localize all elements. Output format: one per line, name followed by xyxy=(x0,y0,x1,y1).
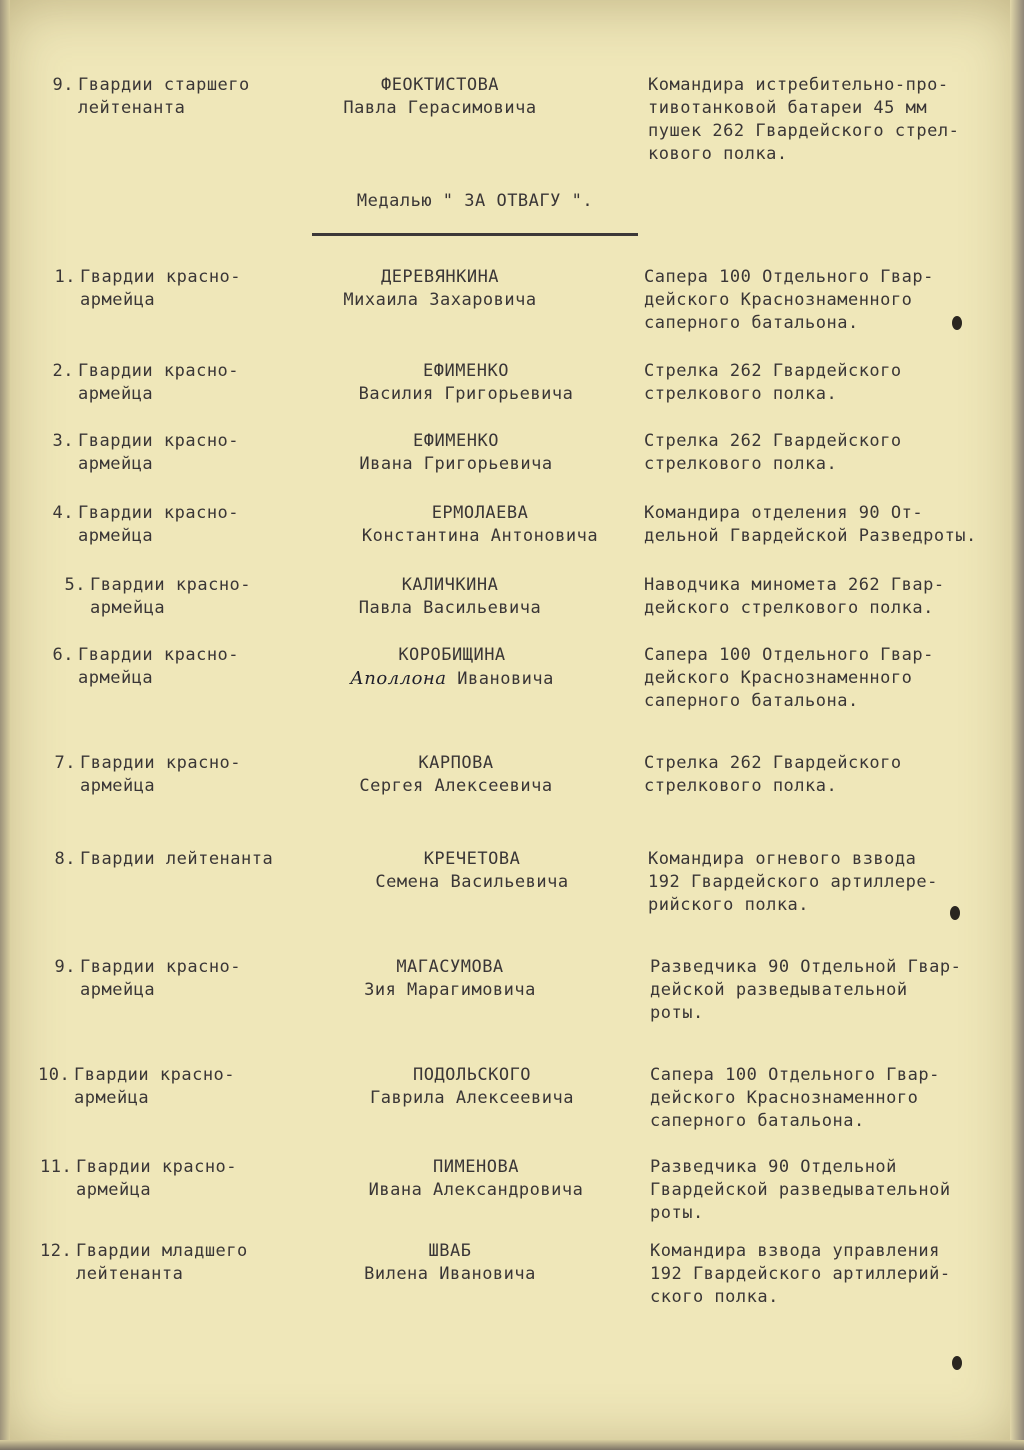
entry-rank xyxy=(40,1240,248,1286)
entry-rank-line1: Гвардии красно- xyxy=(80,753,242,773)
entry-description-line: Разведчика 90 Отдельной xyxy=(650,1157,897,1177)
entry-surname: КАРПОВА xyxy=(418,753,494,773)
entry-rank-line1: Гвардии красно- xyxy=(78,503,240,523)
entry-given-name: Вилена Ивановича xyxy=(364,1264,536,1284)
entry-rank xyxy=(44,752,241,798)
entry-description-line: 192 Гвардейского артиллере- xyxy=(648,872,938,892)
entry-description-line: саперного батальона. xyxy=(644,313,859,333)
entry-rank-line1: Гвардии красно- xyxy=(74,1065,236,1085)
entry-surname: ПИМЕНОВА xyxy=(433,1157,519,1177)
entry-rank-line2: армейца xyxy=(90,598,166,618)
entry-rank xyxy=(38,1064,235,1110)
entry-rank xyxy=(44,956,241,1002)
entry-rank xyxy=(42,74,250,120)
entry-description-line: Командира взвода управления xyxy=(650,1241,940,1261)
paper-edge-bottom xyxy=(0,1440,1024,1450)
entry-number: 6. xyxy=(52,645,74,665)
entry-description-line: кового полка. xyxy=(648,144,788,164)
paper-edge-left xyxy=(0,0,10,1450)
entry-person xyxy=(306,752,606,798)
entry-rank-line2: армейца xyxy=(80,290,156,310)
entry-number: 4. xyxy=(52,503,74,523)
handwritten-given-name: Аполлона xyxy=(350,668,447,689)
entry-rank-line1: Гвардии красно- xyxy=(76,1157,238,1177)
entry-description xyxy=(648,74,998,166)
entry-description-line: роты. xyxy=(650,1203,704,1223)
award-heading-underline xyxy=(312,233,638,236)
entry-rank-line1: Гвардии красно- xyxy=(80,267,242,287)
entry-surname: ПОДОЛЬСКОГО xyxy=(412,1065,532,1085)
entry-rank-line1: Гвардии красно- xyxy=(78,361,240,381)
entry-description-line: дейского Краснознаменного xyxy=(650,1088,919,1108)
entry-number: 9. xyxy=(54,957,76,977)
entry-rank-line1: Гвардии красно- xyxy=(78,645,240,665)
paper-hole-mark xyxy=(950,906,960,920)
entry-surname: ШВАБ xyxy=(428,1241,472,1261)
entry-rank-line2: армейца xyxy=(74,1088,150,1108)
entry-rank-line1: Гвардии красно- xyxy=(90,575,252,595)
entry-given-name: Михаила Захаровича xyxy=(343,290,537,310)
entry-person xyxy=(300,1240,600,1286)
entry-surname: ЕФИМЕНКО xyxy=(423,361,509,381)
entry-person xyxy=(302,644,602,691)
entry-rank-line1: Гвардии красно- xyxy=(78,431,240,451)
entry-description-line: роты. xyxy=(650,1003,704,1023)
entry-given-name: Ивана Григорьевича xyxy=(359,454,553,474)
entry-rank-line2: армейца xyxy=(80,776,156,796)
entry-description-line: Сапера 100 Отдельного Гвар- xyxy=(644,645,934,665)
entry-description-line: стрелкового полка. xyxy=(644,454,838,474)
entry-surname: ЕРМОЛАЕВА xyxy=(431,503,529,523)
entry-given-name: Павла Васильевича xyxy=(358,598,542,618)
entry-given-name: Ивана Александровича xyxy=(368,1180,584,1200)
entry-surname: ДЕРЕВЯНКИНА xyxy=(380,267,500,287)
entry-description-line: рийского полка. xyxy=(648,895,810,915)
paper-hole-mark xyxy=(952,316,962,330)
entry-description xyxy=(650,1064,1000,1133)
entry-description-line: Стрелка 262 Гвардейского xyxy=(644,753,902,773)
entry-given-name: Константина Антоновича xyxy=(361,526,599,546)
entry-number: 11. xyxy=(40,1157,73,1177)
entry-number: 2. xyxy=(52,361,74,381)
entry-description-line: дейского Краснознаменного xyxy=(644,290,913,310)
entry-description-line: Командира истребительно-про- xyxy=(648,75,949,95)
entry-description-line: Командира огневого взвода xyxy=(648,849,917,869)
entry-description-line: стрелкового полка. xyxy=(644,776,838,796)
award-heading: Медалью " ЗА ОТВАГУ ". xyxy=(356,191,594,211)
entry-person xyxy=(330,502,630,548)
entry-person xyxy=(326,1156,626,1202)
entry-description xyxy=(644,752,994,798)
entry-surname: КАЛИЧКИНА xyxy=(401,575,499,595)
entry-person xyxy=(306,430,606,476)
entry-description xyxy=(644,502,994,548)
entry-description-line: Сапера 100 Отдельного Гвар- xyxy=(650,1065,940,1085)
entry-given-name: Семена Васильевича xyxy=(375,872,569,892)
entry-description-line: Гвардейской разведывательной xyxy=(650,1180,951,1200)
entry-rank xyxy=(42,644,239,690)
entry-description xyxy=(644,360,994,406)
entry-description-line: тивотанковой батареи 45 мм xyxy=(648,98,928,118)
entry-description-line: дельной Гвардейской Разведроты. xyxy=(644,526,977,546)
paper-hole-mark xyxy=(952,1356,962,1370)
paper-edge-right xyxy=(1010,0,1024,1450)
entry-rank xyxy=(54,574,251,620)
entry-rank-line2: армейца xyxy=(78,384,154,404)
entry-given-name: Зия Марагимовича xyxy=(364,980,536,1000)
entry-description xyxy=(644,266,994,335)
entry-number: 5. xyxy=(64,575,86,595)
entry-description xyxy=(644,574,994,620)
entry-rank-line2: армейца xyxy=(78,454,154,474)
entry-description-line: Командира отделения 90 От- xyxy=(644,503,924,523)
entry-rank-line2: армейца xyxy=(78,668,154,688)
entry-description xyxy=(650,956,1000,1025)
entry-rank-line1: Гвардии старшего xyxy=(78,75,250,95)
entry-surname: КОРОБИЩИНА xyxy=(398,645,506,665)
entry-person xyxy=(300,574,600,620)
entry-description xyxy=(650,1156,1000,1225)
entry-rank-line1: Гвардии красно- xyxy=(80,957,242,977)
entry-patronymic: Ивановича xyxy=(457,669,554,689)
entry-rank-line2: армейца xyxy=(80,980,156,1000)
entry-rank-line2: лейтенанта xyxy=(78,98,186,118)
entry-number: 3. xyxy=(52,431,74,451)
entry-rank-line1: Гвардии младшего xyxy=(76,1241,248,1261)
entry-given-name: Сергея Алексеевича xyxy=(359,776,553,796)
entry-description xyxy=(644,430,994,476)
entry-person xyxy=(322,848,622,894)
entry-description-line: дейской разведывательной xyxy=(650,980,908,1000)
entry-given-name: Павла Герасимовича xyxy=(343,98,537,118)
entry-rank xyxy=(44,848,273,871)
entry-description-line: Сапера 100 Отдельного Гвар- xyxy=(644,267,934,287)
entry-description-line: саперного батальона. xyxy=(650,1111,865,1131)
entry-number: 8. xyxy=(54,849,76,869)
entry-description-line: стрелкового полка. xyxy=(644,384,838,404)
entry-rank-line2: армейца xyxy=(76,1180,152,1200)
entry-description-line: Наводчика миномета 262 Гвар- xyxy=(644,575,945,595)
entry-rank-line1: Гвардии лейтенанта xyxy=(80,849,274,869)
entry-person xyxy=(322,1064,622,1110)
entry-description-line: пушек 262 Гвардейского стрел- xyxy=(648,121,960,141)
entry-person xyxy=(290,74,590,120)
entry-description-line: дейского Краснознаменного xyxy=(644,668,913,688)
entry-description-line: Стрелка 262 Гвардейского xyxy=(644,431,902,451)
entry-rank-line2: армейца xyxy=(78,526,154,546)
entry-person xyxy=(290,266,590,312)
entry-rank-line2: лейтенанта xyxy=(76,1264,184,1284)
entry-description-line: 192 Гвардейского артиллерий- xyxy=(650,1264,951,1284)
entry-description xyxy=(644,644,994,713)
entry-rank xyxy=(42,360,239,406)
entry-number: 7. xyxy=(54,753,76,773)
entry-surname: КРЕЧЕТОВА xyxy=(423,849,521,869)
entry-number: 10. xyxy=(38,1065,71,1085)
entry-rank xyxy=(42,430,239,476)
entry-given-name: Гаврила Алексеевича xyxy=(370,1088,574,1108)
entry-description-line: Разведчика 90 Отдельной Гвар- xyxy=(650,957,962,977)
entry-given-name: Василия Григорьевича xyxy=(358,384,574,404)
entry-number: 12. xyxy=(40,1241,73,1261)
entry-person xyxy=(316,360,616,406)
entry-description-line: Стрелка 262 Гвардейского xyxy=(644,361,902,381)
entry-surname: МАГАСУМОВА xyxy=(396,957,504,977)
entry-number: 9. xyxy=(52,75,74,95)
entry-person xyxy=(300,956,600,1002)
entry-surname: ЕФИМЕНКО xyxy=(413,431,499,451)
entry-rank xyxy=(40,1156,237,1202)
entry-rank xyxy=(44,266,241,312)
entry-description-line: саперного батальона. xyxy=(644,691,859,711)
entry-description-line: ского полка. xyxy=(650,1287,779,1307)
entry-given-name-line xyxy=(302,667,602,691)
entry-surname: ФЕОКТИСТОВА xyxy=(380,75,500,95)
entry-number: 1. xyxy=(54,267,76,287)
entry-rank xyxy=(42,502,239,548)
entry-description-line: дейского стрелкового полка. xyxy=(644,598,934,618)
entry-description xyxy=(648,848,998,917)
entry-description xyxy=(650,1240,1000,1309)
